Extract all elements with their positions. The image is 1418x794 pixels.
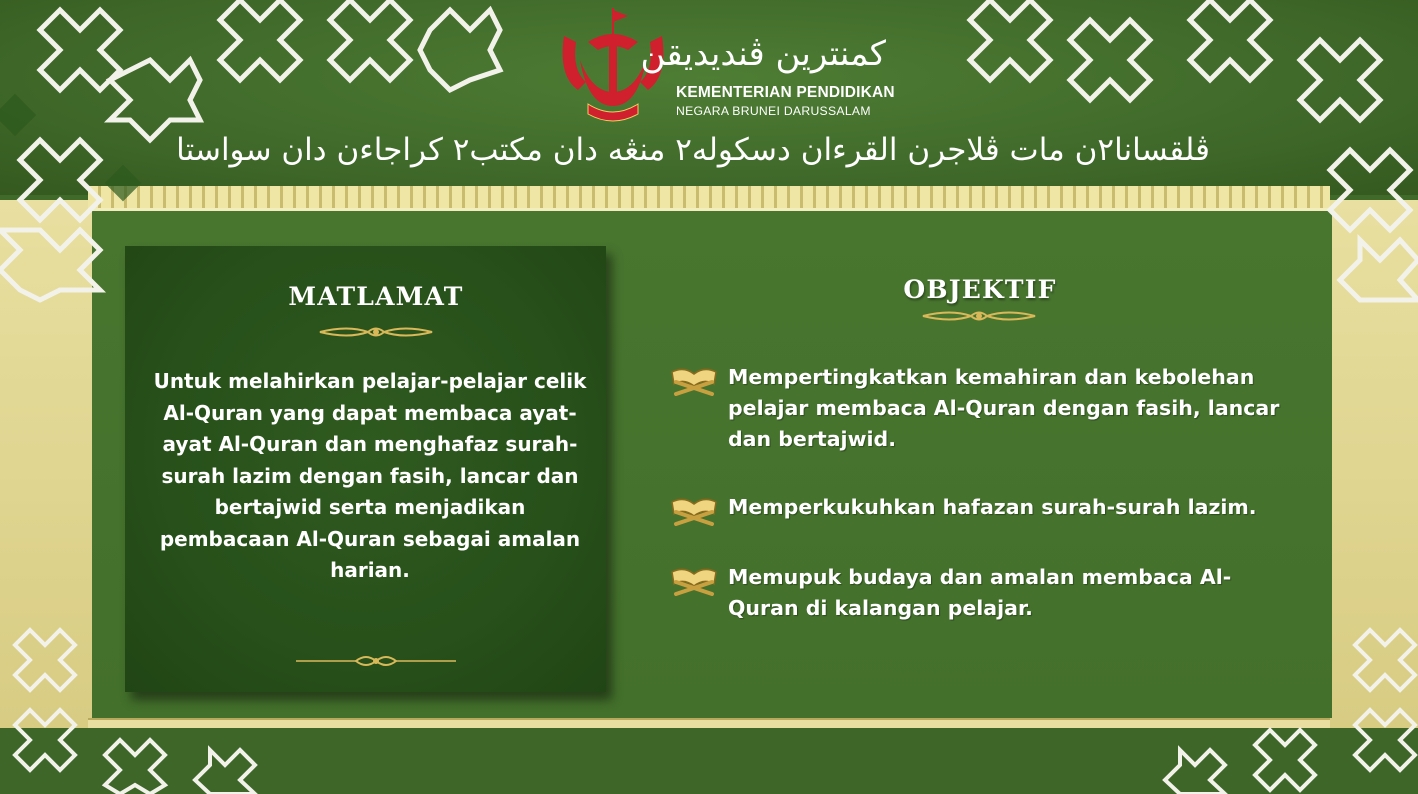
ministry-name: KEMENTERIAN PENDIDIKAN: [676, 84, 895, 101]
program-title-jawi: ڤلقسانا٢ن مات ڤلاجرن القرءان دسكوله٢ منڠه دان مکتب٢ کراجاءن دان سواستا: [176, 132, 1210, 168]
objektif-item-text: Mempertingkatkan kemahiran dan kebolehan pelajar membaca Al-Quran dengan fasih, lancar dan bertajwid.: [728, 365, 1280, 451]
objektif-item-1: [668, 362, 1308, 455]
gold-flourish-divider: [318, 323, 434, 341]
objektif-item-text: Memupuk budaya dan amalan membaca Al-Quran di kalangan pelajar.: [728, 565, 1232, 620]
open-quran-icon: [668, 364, 720, 396]
matlamat-body: Untuk melahirkan pelajar-pelajar celik Al-Quran yang dapat membaca ayat-ayat Al-Quran dan menghafaz surah-surah lazim dengan fasih, lancar dan bertajwid serta menjadikan pembacaan Al-Quran sebagai amalan harian.: [153, 369, 587, 582]
objektif-item-3: [668, 562, 1248, 624]
matlamat-title: MATLAMAT: [288, 282, 464, 311]
objektif-title: OBJEKTIF: [903, 275, 1057, 304]
islamic-pattern-bottom-right: [1150, 630, 1418, 794]
open-quran-icon: [668, 564, 720, 596]
gold-flourish-divider-bottom: [296, 652, 456, 670]
gold-flourish-divider-objektif: [921, 307, 1037, 325]
objektif-item-2: [668, 492, 1308, 526]
ministry-country: NEGARA BRUNEI DARUSSALAM: [676, 104, 871, 118]
open-quran-icon: [668, 494, 720, 526]
ministry-name-jawi: كمنترين ڤنديديقن: [640, 34, 886, 74]
islamic-pattern-top-center-left: [200, 0, 500, 110]
objektif-item-text: Memperkukuhkan hafazan surah-surah lazim.: [728, 495, 1257, 519]
